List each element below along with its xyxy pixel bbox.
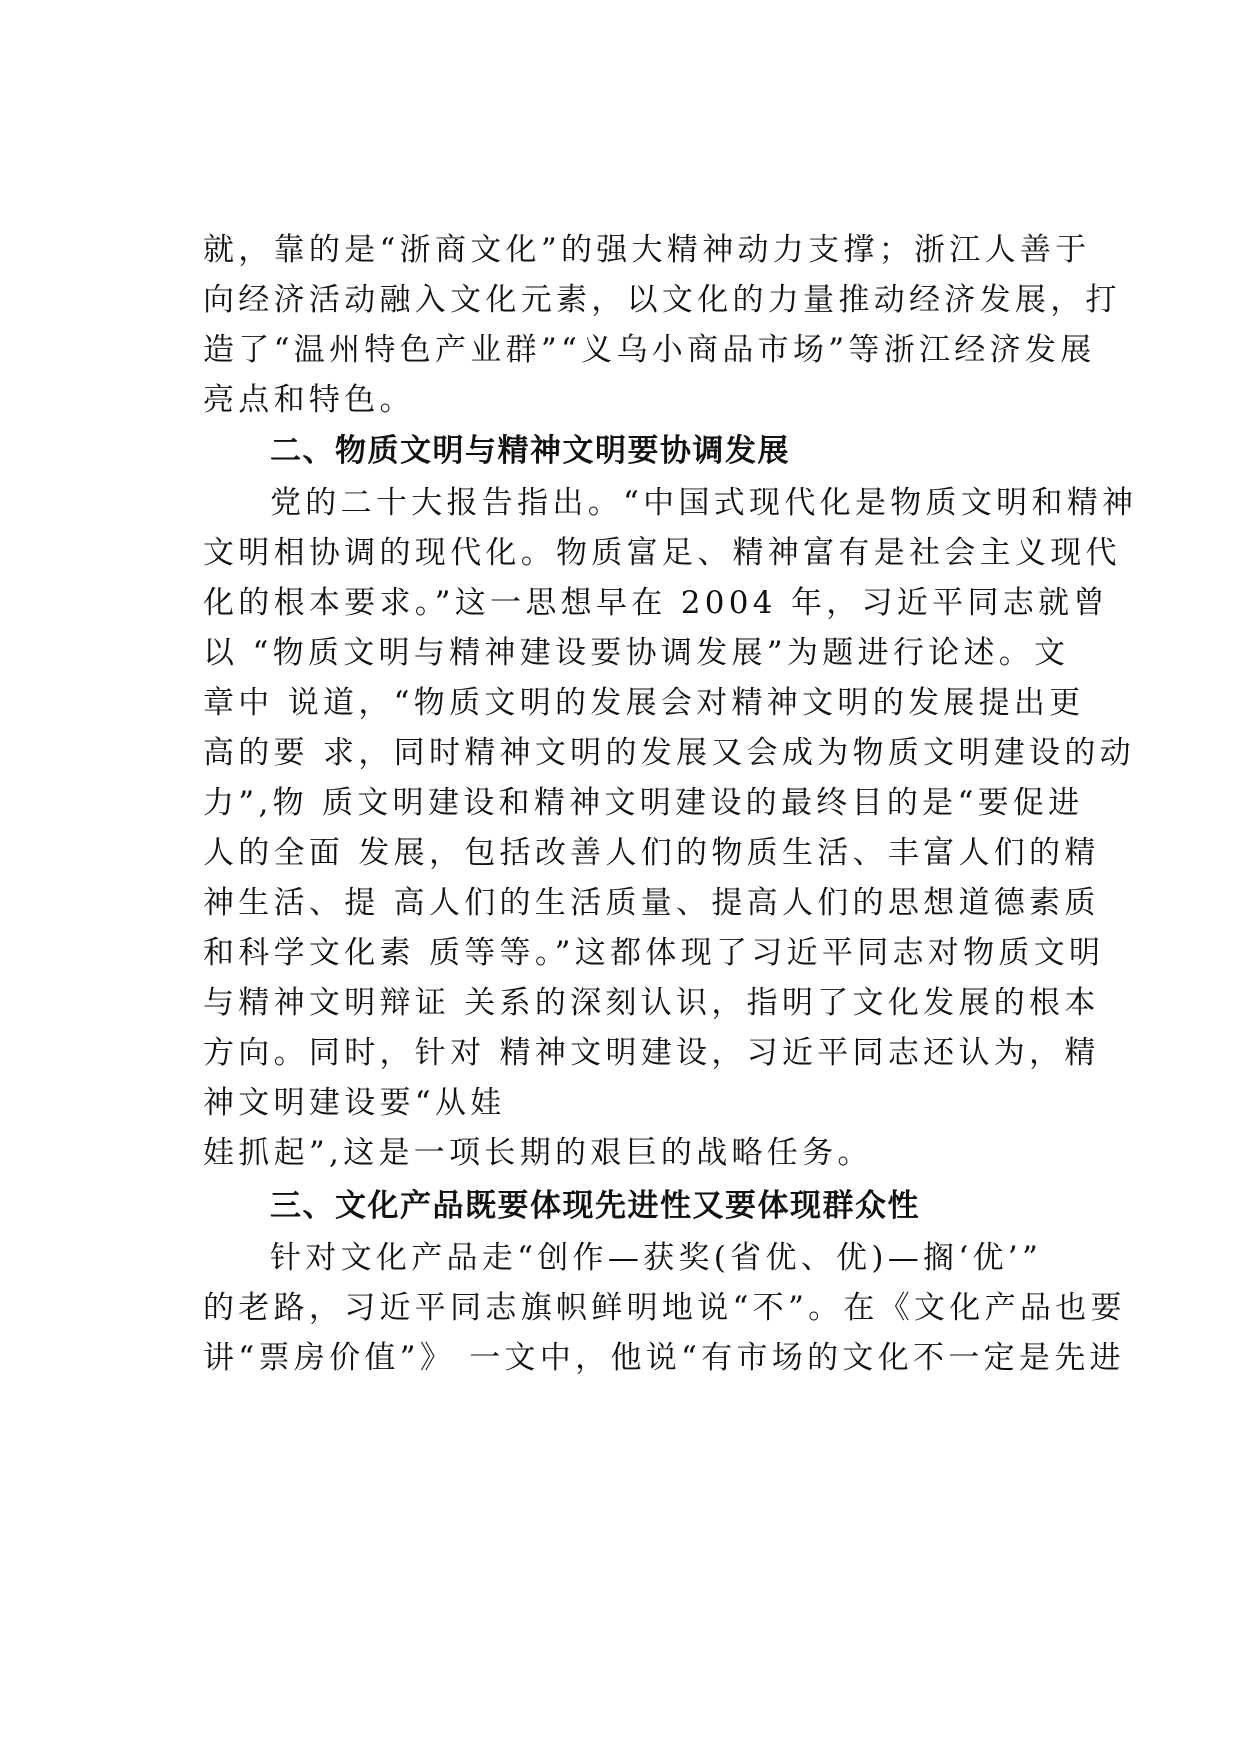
paragraph-line: 神生活、提 高人们的生活质量、提高人们的思想道德素质 [203,885,1100,921]
paragraph-line: 向经济活动融入文化元素，以文化的力量推动经济发展，打 [203,282,1121,318]
paragraph-line: 的老路，习近平同志旗帜鲜明地说“不”。在《文化产品也要 [203,1290,1126,1326]
paragraph-line: 就，靠的是“浙商文化”的强大精神动力支撑；浙江人善于 [203,232,1091,268]
section-heading-2: 二、物质文明与精神文明要协调发展 [270,433,790,469]
paragraph-line: 化的根本要求。”这一思想早在 2004 年，习近平同志就曾 [203,585,1109,621]
paragraph-line: 章中 说道，“物质文明的发展会对精神文明的发展提出更 [203,685,1085,721]
paragraph-line: 造了“温州特色产业群”“义乌小商品市场”等浙江经济发展 [203,332,1096,368]
paragraph-line: 和科学文化素 质等等。”这都体现了习近平同志对物质文明 [203,935,1105,971]
paragraph-line: 方向。同时，针对 精神文明建设，习近平同志还认为，精 [203,1035,1100,1071]
paragraph-line: 高的要 求，同时精神文明的发展又会成为物质文明建设的动 [203,735,1135,771]
paragraph-line: 党的二十大报告指出。“中国式现代化是物质文明和精神 [270,485,1138,521]
paragraph-line: 亮点和特色。 [203,382,415,418]
paragraph-line: 人的全面 发展，包括改善人们的物质生活、丰富人们的精 [203,835,1100,871]
paragraph-line: 针对文化产品走“创作—获奖(省优、优)—搁‘优’” [270,1240,1043,1276]
paragraph-line: 以 “物质文明与精神建设要协调发展”为题进行论述。文 [203,635,1070,671]
paragraph-line: 娃抓起”,这是一项长期的艰巨的战略任务。 [203,1135,873,1171]
paragraph-line: 神文明建设要“从娃 [203,1085,506,1121]
paragraph-line: 与精神文明辩证 关系的深刻认识，指明了文化发展的根本 [203,985,1100,1021]
paragraph-line: 力”,物 质文明建设和精神文明建设的最终目的是“要促进 [203,785,1084,821]
section-heading-3: 三、文化产品既要体现先进性又要体现群众性 [270,1188,920,1224]
paragraph-line: 文明相协调的现代化。物质富足、精神富有是社会主义现代 [203,535,1121,571]
paragraph-line: 讲“票房价值”》 一文中，他说“有市场的文化不一定是先进 [203,1340,1125,1376]
